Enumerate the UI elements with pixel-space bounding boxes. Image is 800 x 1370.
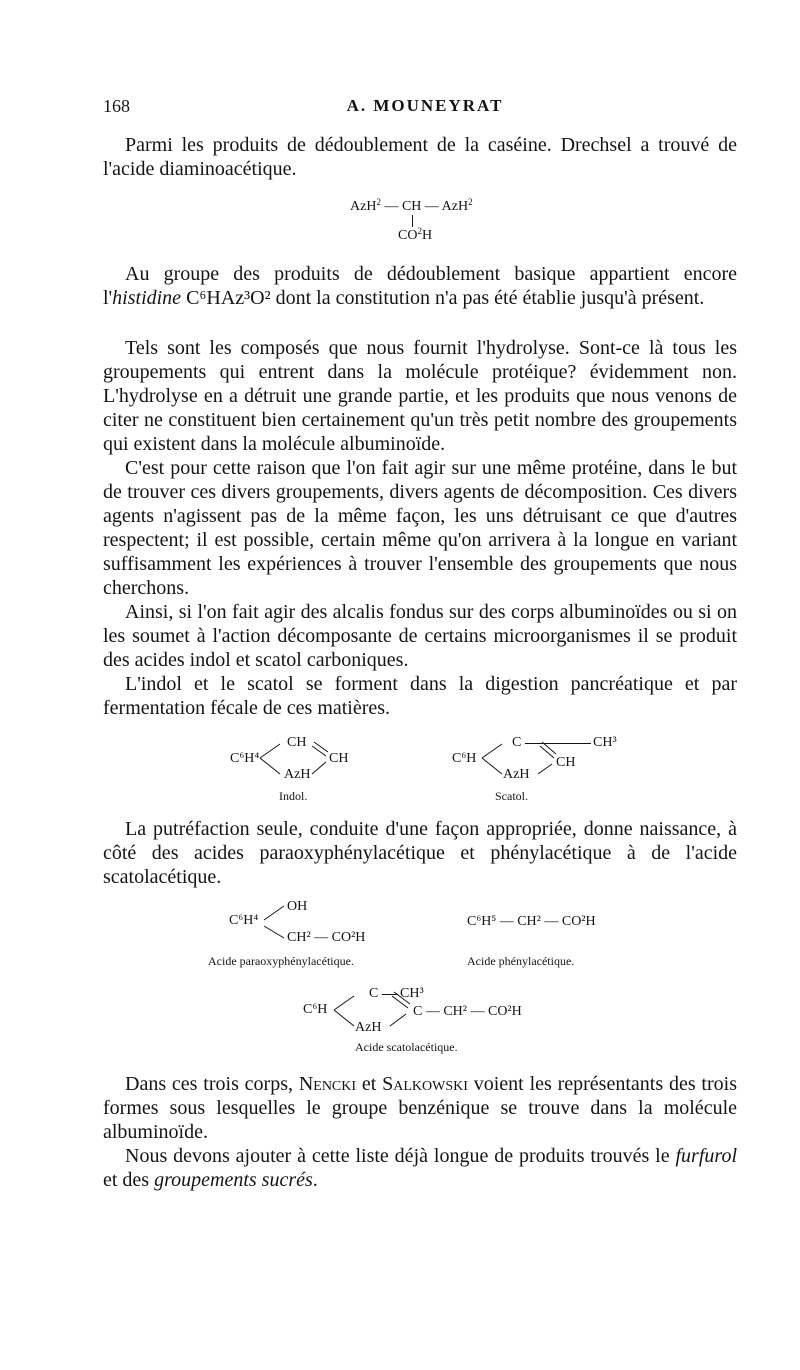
scatol-caption: Scatol. <box>495 789 528 803</box>
indol-right: CH <box>329 751 349 766</box>
author-nencki: Nencki <box>298 1073 357 1095</box>
scatolacetique-bonds <box>332 986 412 1036</box>
indol-top: CH <box>287 735 307 750</box>
scatolacetique-left: C⁶H <box>303 1002 328 1017</box>
author-salkowski: Salkowski <box>382 1073 468 1095</box>
paragraph-8: Dans ces trois corps, Nencki et Salkowski voient les représentants des trois formes sous lesquelles le groupe benzénique se trouve dans la molécule albuminoïde. <box>103 1073 737 1143</box>
formula-diamino-carboxyl: $CO^2H$ <box>398 226 433 243</box>
scatol-top-right: CH³ <box>593 735 617 750</box>
indol-left: C⁶H⁴ <box>230 751 260 766</box>
scatolacetique-right: C — CH² — CO²H <box>413 1004 522 1019</box>
paragraph-2: Au groupe des produits de dédoublement basique appartient encore l'histidine C⁶HAz³O² dont la constitution n'a pas été établie jusqu'à présent. <box>103 263 737 309</box>
formula-diaminoacetique: AzH$^2$ — CH — AzH$^2$ <box>350 197 473 214</box>
paragraph-9: Nous devons ajouter à cette liste déjà longue de produits trouvés le furfurol et des groupements sucrés. <box>103 1145 737 1191</box>
scatol-left: C⁶H <box>452 751 477 766</box>
indol-bonds <box>258 734 328 784</box>
page-header <box>103 96 747 124</box>
paragraph-3: Tels sont les composés que nous fournit l'hydrolyse. Sont-ce là tous les groupements qui entrent dans la molécule protéique? évidemment non. L'hydrolyse en a détruit une grande partie, et les produits que nous venons de citer ne constituent bien certainement qu'un très petit nombre des groupements qui existent dans la molécule albuminoïde. <box>103 337 737 455</box>
paragraph-1: Parmi les produits de dédoublement de la caséine. Drechsel a trouvé de l'acide diaminoacétique. <box>103 134 737 180</box>
page-number: 168 <box>103 96 130 116</box>
scatol-right: CH <box>556 755 576 770</box>
scatol-bottom: AzH <box>503 767 530 782</box>
scatolacetique-bottom: AzH <box>355 1020 382 1035</box>
scatolacetique-top: C <box>369 986 379 1001</box>
scatolacetique-top-right: CH³ <box>400 986 424 1001</box>
scatol-bonds <box>480 734 560 784</box>
bond-vertical <box>412 215 413 227</box>
phenyl-caption: Acide phénylacétique. <box>467 954 575 968</box>
scatol-top: C <box>512 735 522 750</box>
paragraph-5: Ainsi, si l'on fait agir des alcalis fondus sur des corps albuminoïdes ou si on les soumet à l'action décomposante de certains microorganismes il se produit des acides indol et scatol carboniques. <box>103 601 737 671</box>
paragraph-6: L'indol et le scatol se forment dans la digestion pancréatique et par fermentation fécale de ces matières. <box>103 673 737 719</box>
phenyl-formula: C⁶H⁵ — CH² — CO²H <box>467 914 596 929</box>
paraoxy-top: OH <box>287 899 308 914</box>
indol-bottom: AzH <box>284 767 311 782</box>
indol-caption: Indol. <box>279 789 308 803</box>
scatolacetique-caption: Acide scatolacétique. <box>355 1040 458 1054</box>
paraoxy-left: C⁶H⁴ <box>229 913 259 928</box>
paragraph-4: C'est pour cette raison que l'on fait agir sur une même protéine, dans le but de trouver ces divers groupements, divers agents de décomposition. Ces divers agents n'agissent pas de la même façon, les uns détruisant ce que d'autres respectent; il est possible, certain même qu'on arrivera à la longue en variant suffisamment les expériences à trouver l'ensemble des groupements que nous cherchons. <box>103 457 737 599</box>
paraoxy-bottom: CH² — CO²H <box>287 930 366 945</box>
running-title: A. MOUNEYRAT <box>346 96 504 115</box>
paragraph-7: La putréfaction seule, conduite d'une façon appropriée, donne naissance, à côté des acides paraoxyphénylacétique et phénylacétique à de l'acide scatolacétique. <box>103 818 737 888</box>
paraoxy-bonds <box>262 904 288 944</box>
paraoxy-caption: Acide paraoxyphénylacétique. <box>208 954 354 968</box>
